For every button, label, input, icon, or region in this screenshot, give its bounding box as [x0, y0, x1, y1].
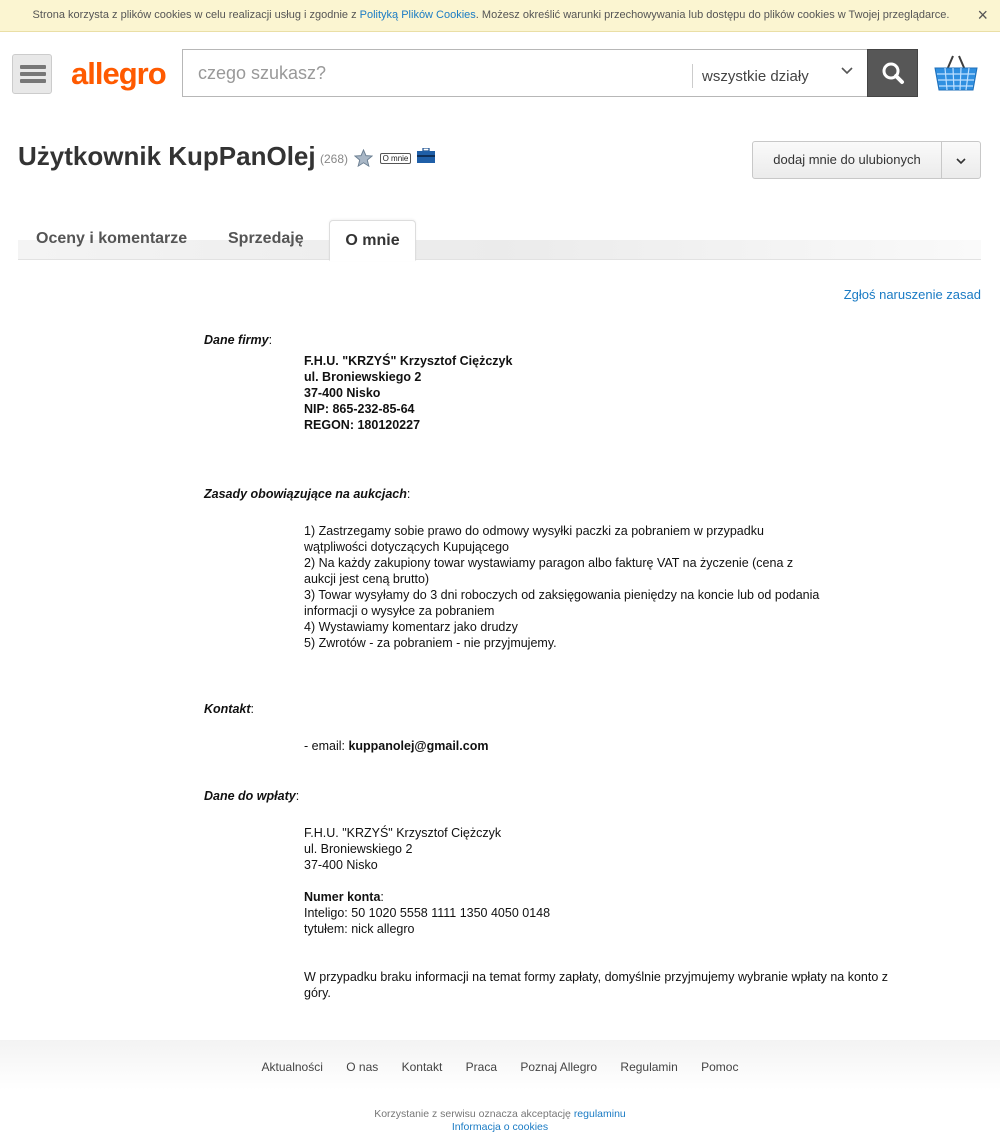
- payment-note: góry.: [304, 986, 331, 1000]
- rules-line: 5) Zwrotów - za pobraniem - nie przyjmujemy.: [304, 636, 557, 650]
- tab-ratings[interactable]: Oceny i komentarze: [36, 230, 188, 247]
- chevron-down-icon[interactable]: [954, 154, 968, 168]
- cookie-text-before: Strona korzysta z plików cookies w celu realizacji usług i zgodnie z: [32, 9, 360, 21]
- rules-line: wątpliwości dotyczących Kupującego: [304, 540, 509, 554]
- about-me-badge[interactable]: O mnie: [380, 153, 411, 164]
- search-icon: [868, 50, 919, 98]
- rules-line: informacji o wysyłce za pobraniem: [304, 604, 495, 618]
- rules-line: 3) Towar wysyłamy do 3 dni roboczych od zaksięgowania pieniędzy na koncie lub od podania: [304, 588, 820, 602]
- cookie-bar: [0, 0, 1000, 32]
- account-line: Inteligo: 50 1020 5558 1111 1350 4050 0148: [304, 906, 551, 920]
- contact-email: kuppanolej@gmail.com: [348, 739, 489, 753]
- cookie-text: [0, 9, 982, 21]
- contact-label-text: Kontakt: [204, 702, 251, 716]
- hamburger-icon: [20, 65, 46, 69]
- contact-line: [304, 738, 488, 754]
- search-box: [182, 49, 868, 97]
- page-title: Użytkownik KupPanOlej: [18, 141, 316, 171]
- footer-link-contact[interactable]: Kontakt: [401, 1060, 443, 1074]
- rules-line: 1) Zastrzegamy sobie prawo do odmowy wysyłki paczki za pobraniem w przypadku: [304, 524, 764, 538]
- cookies-info-link[interactable]: Informacja o cookies: [451, 1121, 549, 1133]
- basket-icon[interactable]: [933, 54, 979, 92]
- cookie-policy-link[interactable]: Polityką Plików Cookies: [359, 9, 476, 21]
- account-label: Numer konta:: [304, 890, 384, 904]
- payment-line: ul. Broniewskiego 2: [304, 842, 413, 856]
- footer-link-jobs[interactable]: Praca: [465, 1060, 497, 1074]
- star-icon: [354, 149, 373, 168]
- close-icon[interactable]: ×: [977, 5, 988, 25]
- company-line: REGON: 180120227: [304, 418, 421, 432]
- rules-line: aukcji jest ceną brutto): [304, 572, 430, 586]
- footer-link-about[interactable]: O nas: [346, 1060, 379, 1074]
- rules-line: 2) Na każdy zakupiony towar wystawiamy paragon albo fakturę VAT na życzenie (cena z: [304, 556, 794, 570]
- company-line: ul. Broniewskiego 2: [304, 370, 422, 384]
- rules-line: 4) Wystawiamy komentarz jako drudzy: [304, 620, 518, 634]
- menu-button[interactable]: [12, 54, 52, 94]
- terms-link[interactable]: regulaminu: [573, 1108, 626, 1120]
- payment-line: 37-400 Nisko: [304, 858, 378, 872]
- footer-link-terms[interactable]: Regulamin: [620, 1060, 678, 1074]
- account-line: tytułem: nick allegro: [304, 922, 415, 936]
- company-line: 37-400 Nisko: [304, 386, 381, 400]
- footer-link-help[interactable]: Pomoc: [701, 1060, 739, 1074]
- footer-note: [0, 1108, 1000, 1134]
- add-to-favorites-label: dodaj mnie do ulubionych: [773, 152, 921, 167]
- search-button[interactable]: [867, 49, 918, 97]
- payment-note: W przypadku braku informacji na temat formy zapłaty, domyślnie przyjmujemy wybranie wpłaty na konto z: [304, 970, 889, 984]
- chevron-down-icon[interactable]: [840, 64, 854, 78]
- add-to-favorites-button[interactable]: [752, 141, 981, 179]
- payment-label: Dane do wpłaty:: [204, 789, 300, 803]
- search-divider: [692, 64, 693, 88]
- briefcase-icon: [417, 148, 435, 163]
- allegro-logo[interactable]: allegro: [71, 56, 166, 91]
- rules-label-text: Zasady obowiązujące na aukcjach: [204, 487, 407, 501]
- tab-about-me[interactable]: O mnie: [329, 220, 416, 261]
- payment-label-text: Dane do wpłaty: [204, 789, 296, 803]
- cookie-text-after: . Możesz określić warunki przechowywania lub dostępu do plików cookies w Twojej przeglądarce.: [475, 9, 950, 21]
- contact-prefix: - email:: [304, 739, 349, 753]
- company-line: NIP: 865-232-85-64: [304, 402, 415, 416]
- tab-selling[interactable]: Sprzedaję: [228, 230, 304, 247]
- search-input[interactable]: [183, 50, 691, 96]
- company-label: Dane firmy:: [204, 333, 273, 347]
- footer-note-text: Korzystanie z serwisu oznacza akceptację: [374, 1108, 574, 1120]
- department-select[interactable]: wszystkie działy: [702, 68, 809, 85]
- footer-link-discover[interactable]: Poznaj Allegro: [520, 1060, 598, 1074]
- rules-label: Zasady obowiązujące na aukcjach:: [204, 487, 411, 501]
- hamburger-icon-bar: [20, 72, 46, 76]
- report-violation-link[interactable]: Zgłoś naruszenie zasad: [843, 287, 981, 302]
- payment-line: F.H.U. "KRZYŚ" Krzysztof Ciężczyk: [304, 826, 502, 840]
- company-label-text: Dane firmy: [204, 333, 269, 347]
- footer-links: [0, 1060, 1000, 1074]
- rating-count[interactable]: (268): [320, 152, 349, 166]
- account-label-text: Numer konta: [304, 890, 381, 904]
- footer-link-news[interactable]: Aktualności: [261, 1060, 323, 1074]
- contact-label: Kontakt:: [204, 702, 255, 716]
- hamburger-icon-bar: [20, 79, 46, 83]
- button-separator: [941, 142, 942, 178]
- company-line: F.H.U. "KRZYŚ" Krzysztof Ciężczyk: [304, 354, 513, 368]
